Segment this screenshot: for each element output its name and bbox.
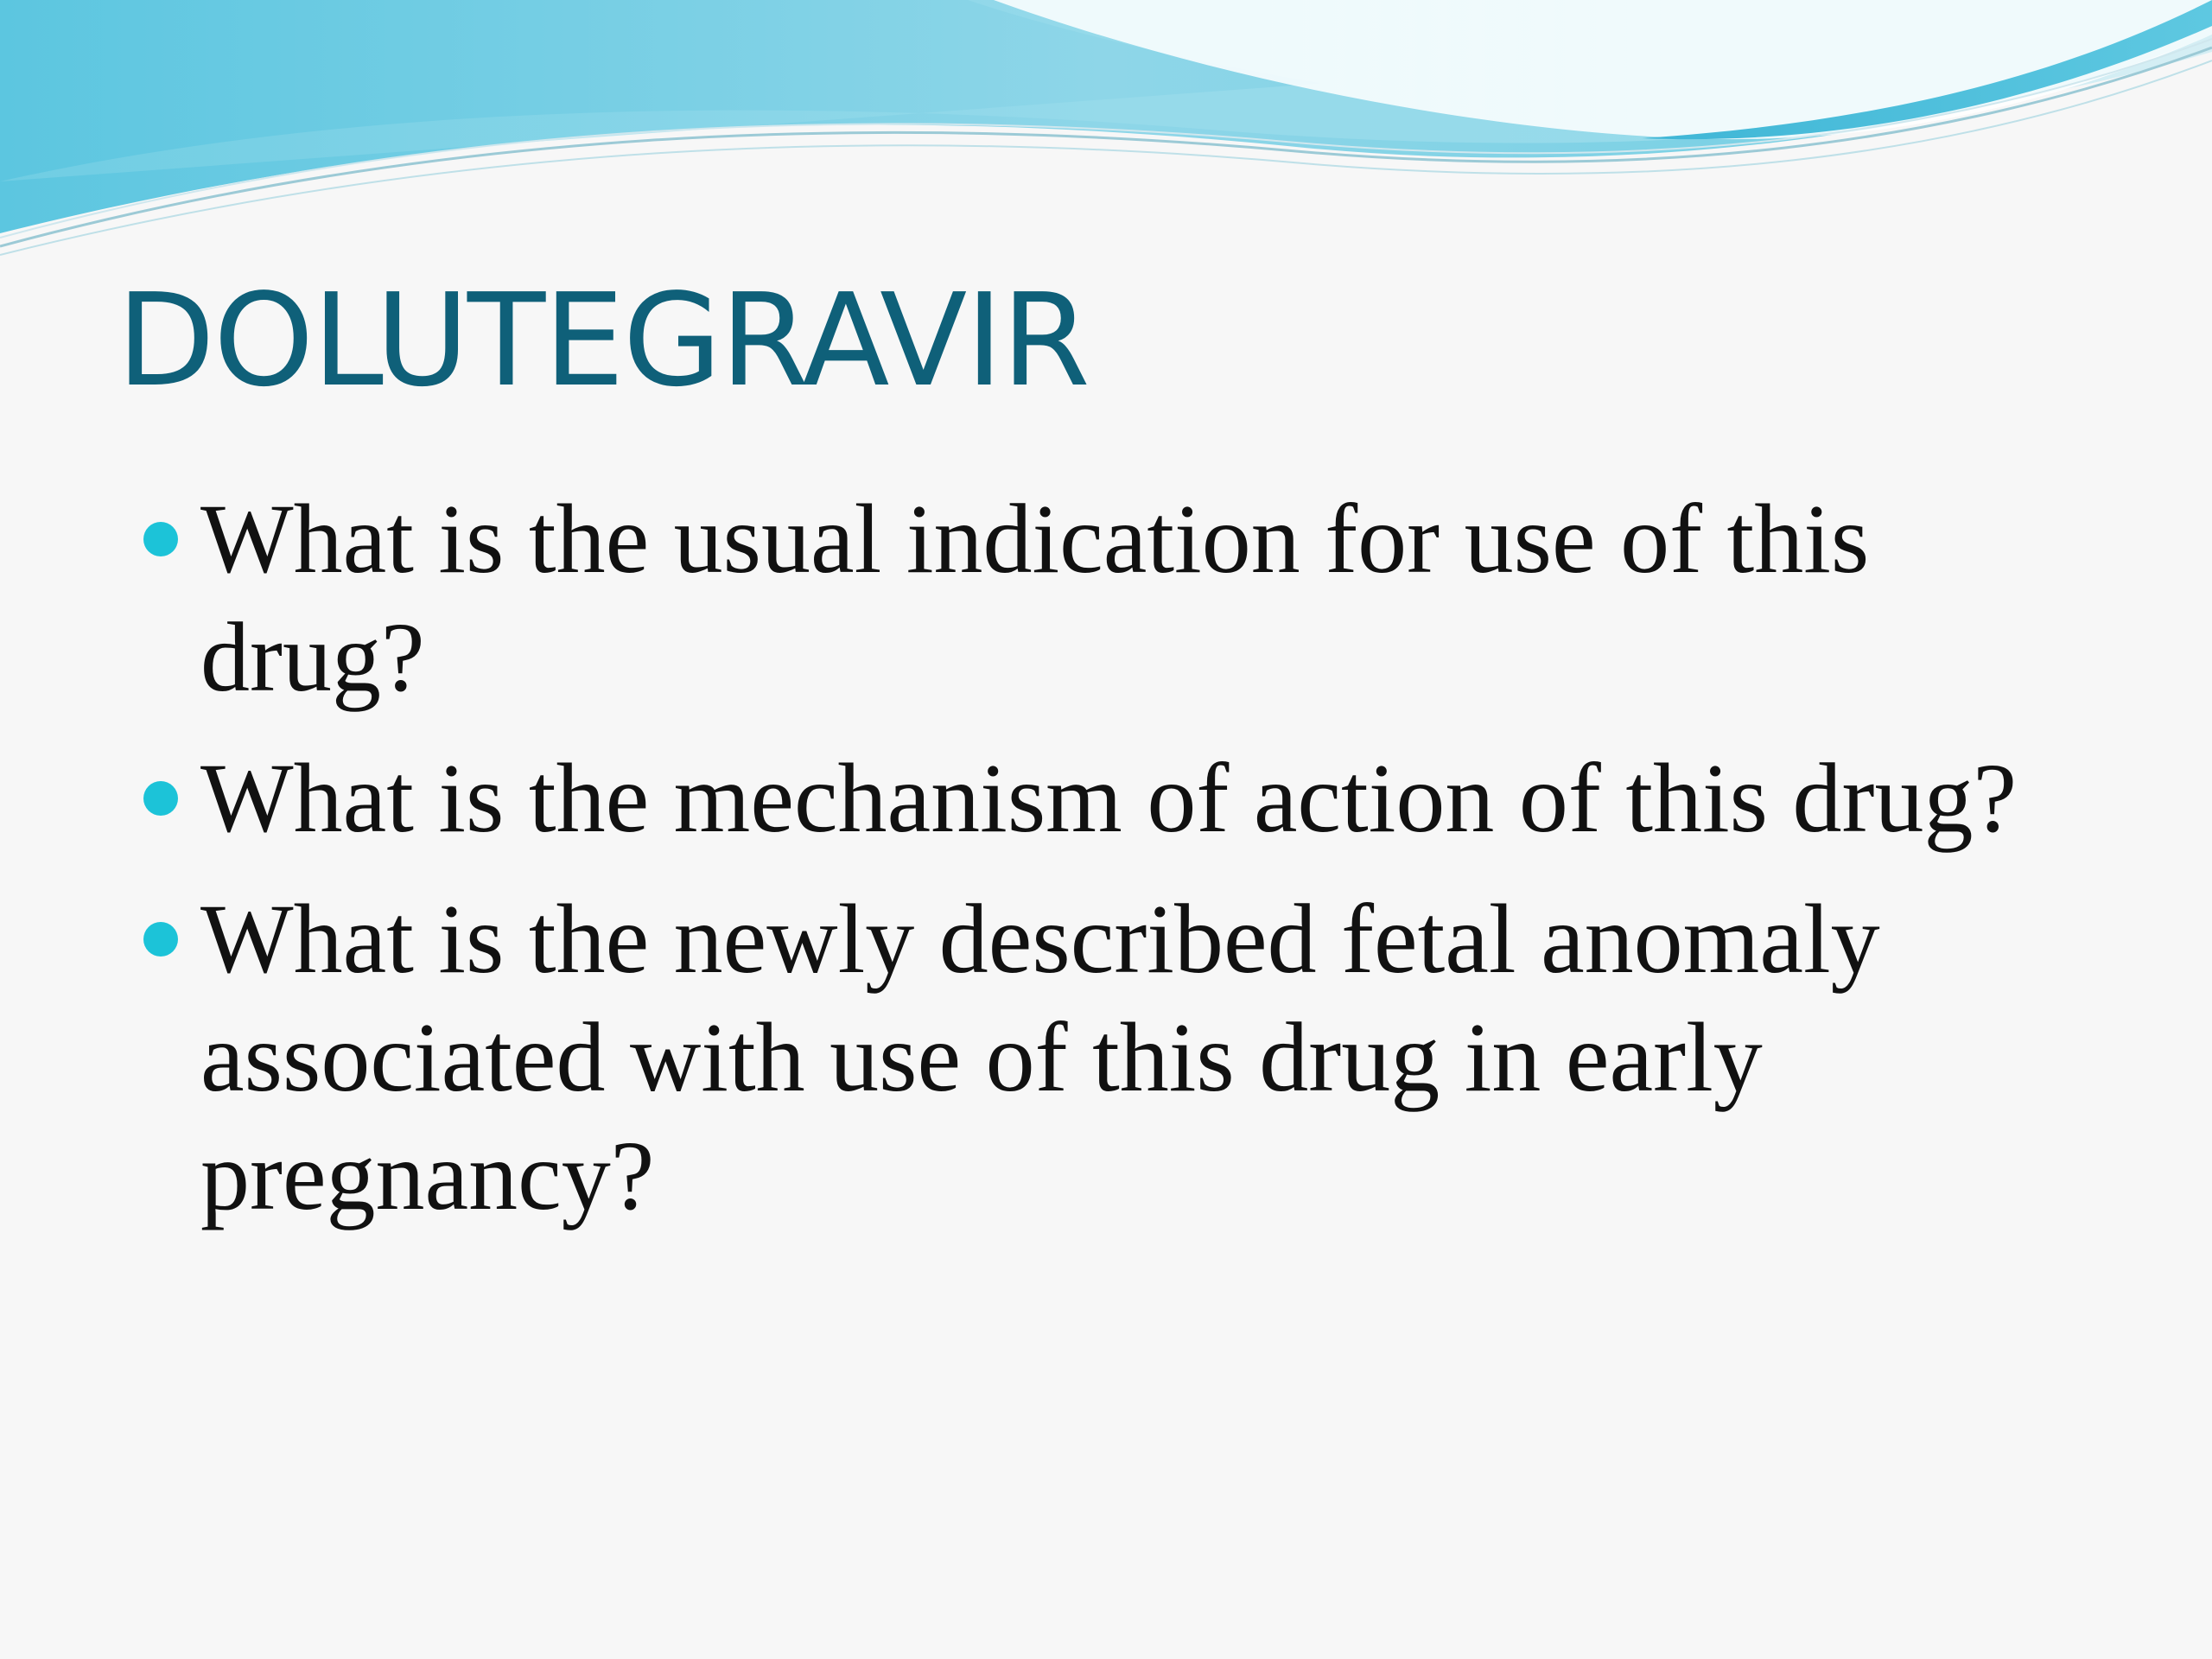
bullet-text: What is the usual indication for use of this drug?	[200, 484, 1870, 712]
bullet-text: What is the newly described fetal anomaly associated with use of this drug in early pregnancy?	[200, 884, 1880, 1230]
bullet-item	[138, 739, 2074, 857]
bullet-item	[138, 880, 2074, 1235]
bullet-text: What is the mechanism of action of this drug?	[200, 743, 2018, 853]
bullet-dot-icon	[143, 922, 178, 957]
bullet-item	[138, 480, 2074, 716]
header-wave-decoration	[0, 0, 2212, 259]
bullet-list	[138, 480, 2074, 1257]
bullet-dot-icon	[143, 522, 178, 556]
bullet-dot-icon	[143, 781, 178, 816]
slide-title: DOLUTEGRAVIR	[117, 266, 1089, 415]
